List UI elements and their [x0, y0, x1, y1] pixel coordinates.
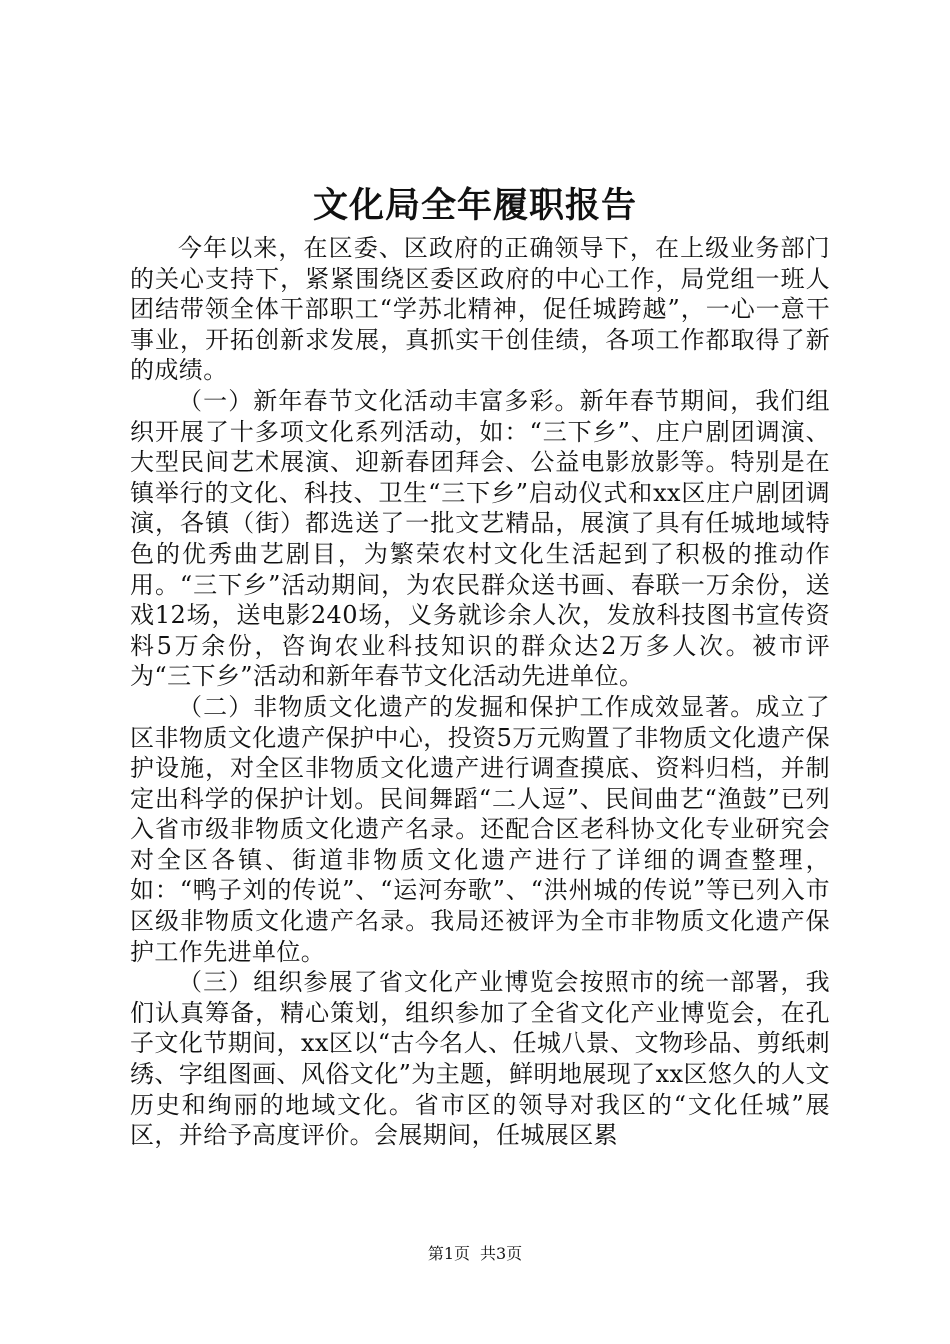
document-title: 文化局全年履职报告	[312, 185, 637, 226]
page-footer	[0, 1243, 950, 1265]
page-total: 共3页	[480, 1244, 523, 1263]
section-2-paragraph: （二）非物质文化遗产的发掘和保护工作成效显著。成立了区非物质文化遗产保护中心，投资5万元购置了非物质文化遗产保护设施，对全区非物质文化遗产进行调查摸底、资料归档，并制定出科学的保护计划。民间舞蹈“二人逗”、民间曲艺“渔鼓”已列入省市级非物质文化遗产名录。还配合区老科协文化专业研究会对全区各镇、街道非物质文化遗产进行了详细的调查整理，如：“鸭子刘的传说”、“运河夯歌”、“洪州城的传说”等已列入市区级非物质文化遗产名录。我局还被评为全市非物质文化遗产保护工作先进单位。	[130, 692, 830, 966]
section-1-paragraph: （一）新年春节文化活动丰富多彩。新年春节期间，我们组织开展了十多项文化系列活动，如：“三下乡”、庄户剧团调演、大型民间艺术展演、迎新春团拜会、公益电影放影等。特别是在镇举行的文化、科技、卫生“三下乡”启动仪式和xx区庄户剧团调演，各镇（街）都选送了一批文艺精品，展演了具有任城地域特色的优秀曲艺剧目，为繁荣农村文化生活起到了积极的推动作用。“三下乡”活动期间，为农民群众送书画、春联一万余份，送戏12场，送电影240场，义务就诊余人次，发放科技图书宣传资料5万余份，咨询农业科技知识的群众达2万多人次。被市评为“三下乡”活动和新年春节文化活动先进单位。	[130, 386, 830, 691]
document-body	[130, 233, 830, 1151]
page-number: 第1页	[427, 1244, 470, 1263]
intro-paragraph: 今年以来，在区委、区政府的正确领导下，在上级业务部门的关心支持下，紧紧围绕区委区政府的中心工作，局党组一班人团结带领全体干部职工“学苏北精神，促任城跨越”，一心一意干事业，开拓创新求发展，真抓实干创佳绩，各项工作都取得了新的成绩。	[130, 234, 830, 385]
section-3-paragraph: （三）组织参展了省文化产业博览会按照市的统一部署，我们认真筹备，精心策划，组织参加了全省文化产业博览会，在孔子文化节期间，xx区以“古今名人、任城八景、文物珍品、剪纸刺绣、字组图画、风俗文化”为主题，鲜明地展现了xx区悠久的人文历史和绚丽的地域文化。省市区的领导对我区的“文化任城”展区，并给予高度评价。会展期间，任城展区累	[130, 968, 830, 1150]
